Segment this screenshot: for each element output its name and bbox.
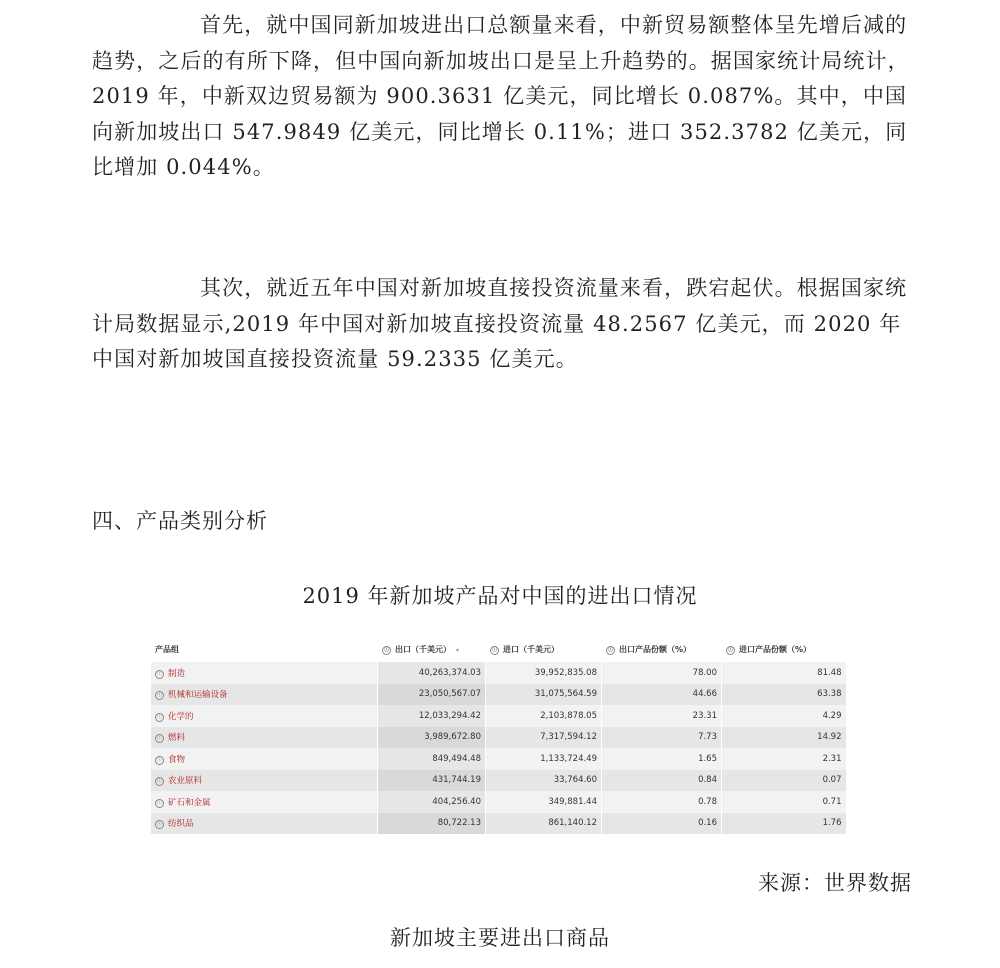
table-header-row	[151, 636, 846, 662]
import-share-cell: 14.92	[722, 727, 846, 749]
info-icon[interactable]: ⓘ	[156, 821, 162, 828]
import-share-cell: 0.07	[722, 770, 846, 792]
trade-table-grid	[150, 636, 846, 834]
info-icon[interactable]: ⓘ	[156, 735, 162, 742]
export-cell: 849,494.48	[378, 748, 486, 770]
import-cell: 7,317,594.12	[486, 727, 602, 749]
product-name[interactable]: 燃料	[168, 733, 186, 744]
header-import[interactable]: ⓘ 进口（千美元）	[486, 636, 602, 662]
product-name[interactable]: 化学的	[168, 711, 194, 722]
header-import-share[interactable]: ⓘ 进口产品份额（%）	[722, 636, 846, 662]
header-export[interactable]: ⓘ 出口（千美元） ▾	[378, 636, 486, 662]
info-icon[interactable]: ⓘ	[156, 713, 162, 720]
source-note: 来源：世界数据	[758, 871, 912, 895]
paragraph-investment	[92, 271, 912, 378]
info-icon[interactable]: ⓘ	[383, 646, 389, 653]
info-icon[interactable]: ⓘ	[156, 799, 162, 806]
table-row	[151, 662, 846, 684]
info-icon[interactable]: ⓘ	[491, 646, 497, 653]
paragraph-trade-overview	[92, 8, 912, 186]
info-icon[interactable]: ⓘ	[156, 670, 162, 677]
export-cell: 431,744.19	[378, 770, 486, 792]
product-name[interactable]: 制造	[168, 668, 186, 679]
product-name-cell	[151, 748, 378, 770]
product-name-cell	[151, 705, 378, 727]
export-share-cell: 23.31	[602, 705, 722, 727]
paragraph-text: 首先，就中国同新加坡进出口总额量来看，中新贸易额整体呈先增后减的趋势，之后的有所下降，但中国向新加坡出口是呈上升趋势的。据国家统计局统计，2019 年，中新双边贸易额为 900.3631 亿美元，同比增长 0.087%。其中，中国向新加坡出口 547.9849 亿美元，同比增长 0.11%；进口 352.3782 亿美元，同比增加 0.044%。	[92, 13, 910, 179]
sort-arrow-icon[interactable]: ▾	[456, 646, 460, 654]
table-row	[151, 705, 846, 727]
product-name[interactable]: 食物	[168, 754, 186, 765]
import-share-cell: 81.48	[722, 662, 846, 684]
table-body	[151, 662, 846, 834]
export-share-cell: 78.00	[602, 662, 722, 684]
table-row	[151, 813, 846, 835]
import-cell: 31,075,564.59	[486, 684, 602, 706]
export-share-cell: 1.65	[602, 748, 722, 770]
export-share-cell: 0.78	[602, 791, 722, 813]
export-share-cell: 0.16	[602, 813, 722, 835]
table-row	[151, 727, 846, 749]
product-name-cell	[151, 813, 378, 835]
import-share-cell: 63.38	[722, 684, 846, 706]
product-name[interactable]: 矿石和金属	[168, 797, 211, 808]
export-cell: 404,256.40	[378, 791, 486, 813]
product-name[interactable]: 纺织品	[168, 819, 194, 830]
export-share-cell: 7.73	[602, 727, 722, 749]
trade-table	[150, 636, 845, 834]
product-name-cell	[151, 662, 378, 684]
import-share-cell: 2.31	[722, 748, 846, 770]
table-row	[151, 748, 846, 770]
export-cell: 3,989,672.80	[378, 727, 486, 749]
import-cell: 861,140.12	[486, 813, 602, 835]
export-cell: 80,722.13	[378, 813, 486, 835]
next-caption: 新加坡主要进出口商品	[390, 926, 610, 950]
table-row	[151, 770, 846, 792]
import-share-cell: 4.29	[722, 705, 846, 727]
header-export-share[interactable]: ⓘ 出口产品份额（%）	[602, 636, 722, 662]
import-cell: 33,764.60	[486, 770, 602, 792]
import-share-cell: 1.76	[722, 813, 846, 835]
header-product-group: 产品组	[151, 636, 378, 662]
export-cell: 12,033,294.42	[378, 705, 486, 727]
info-icon[interactable]: ⓘ	[156, 778, 162, 785]
import-cell: 1,133,724.49	[486, 748, 602, 770]
import-cell: 2,103,878.05	[486, 705, 602, 727]
info-icon[interactable]: ⓘ	[156, 756, 162, 763]
table-row	[151, 791, 846, 813]
section-heading: 四、产品类别分析	[92, 509, 268, 533]
export-share-cell: 0.84	[602, 770, 722, 792]
product-name[interactable]: 机械和运输设备	[168, 690, 228, 701]
product-name-cell	[151, 770, 378, 792]
import-share-cell: 0.71	[722, 791, 846, 813]
export-share-cell: 44.66	[602, 684, 722, 706]
product-name-cell	[151, 727, 378, 749]
product-name-cell	[151, 791, 378, 813]
table-caption: 2019 年新加坡产品对中国的进出口情况	[302, 584, 698, 608]
paragraph-text: 其次，就近五年中国对新加坡直接投资流量来看，跌宕起伏。根据国家统计局数据显示,2019 年中国对新加坡直接投资流量 48.2567 亿美元，而 2020 年中国对新加坡国直接投资流量 59.2335 亿美元。	[92, 276, 908, 371]
table-row	[151, 684, 846, 706]
product-name-cell	[151, 684, 378, 706]
product-name[interactable]: 农业原料	[168, 776, 203, 787]
info-icon[interactable]: ⓘ	[607, 646, 613, 653]
info-icon[interactable]: ⓘ	[727, 646, 733, 653]
import-cell: 349,881.44	[486, 791, 602, 813]
export-cell: 40,263,374.03	[378, 662, 486, 684]
info-icon[interactable]: ⓘ	[156, 692, 162, 699]
import-cell: 39,952,835.08	[486, 662, 602, 684]
export-cell: 23,050,567.07	[378, 684, 486, 706]
